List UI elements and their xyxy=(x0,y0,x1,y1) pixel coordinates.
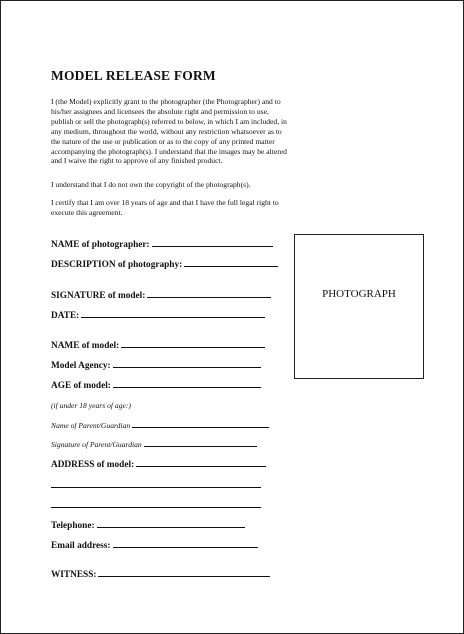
guardian-signature-label: Signature of Parent/Guardian xyxy=(51,440,142,449)
model-agency-field[interactable] xyxy=(51,359,261,372)
age-certification-paragraph: I certify that I am over 18 years of age and that I have the full legal right to execute this agreement. xyxy=(51,198,279,217)
date-line[interactable] xyxy=(81,309,265,318)
photographer-name-field[interactable] xyxy=(51,238,273,251)
model-name-line[interactable] xyxy=(121,339,265,348)
model-signature-label: SIGNATURE of model: xyxy=(51,291,146,301)
witness-label: WITNESS: xyxy=(51,570,97,580)
copyright-paragraph: I understand that I do not own the copyright of the photograph(s). xyxy=(51,180,251,189)
model-agency-line[interactable] xyxy=(113,359,261,368)
under-18-note: (if under 18 years of age:) xyxy=(51,401,131,410)
guardian-name-label: Name of Parent/Guardian xyxy=(51,421,131,430)
model-name-label: NAME of model: xyxy=(51,341,120,351)
date-label: DATE: xyxy=(51,311,80,321)
photography-description-field[interactable] xyxy=(51,258,278,271)
photograph-box xyxy=(294,234,424,379)
model-signature-field[interactable] xyxy=(51,289,271,302)
email-line[interactable] xyxy=(113,539,258,548)
model-address-label: ADDRESS of model: xyxy=(51,460,135,470)
model-agency-label: Model Agency: xyxy=(51,361,111,371)
email-field[interactable] xyxy=(51,539,258,552)
photography-description-label: DESCRIPTION of photography: xyxy=(51,260,183,270)
model-age-field[interactable] xyxy=(51,379,261,392)
email-label: Email address: xyxy=(51,541,111,551)
telephone-line[interactable] xyxy=(97,519,245,528)
model-age-label: AGE of model: xyxy=(51,381,111,391)
guardian-signature-field[interactable] xyxy=(51,438,257,450)
guardian-name-field[interactable] xyxy=(51,419,269,431)
photograph-label: PHOTOGRAPH xyxy=(322,288,396,300)
photographer-name-line[interactable] xyxy=(152,238,273,247)
witness-line[interactable] xyxy=(98,568,270,577)
model-address-line-1[interactable] xyxy=(136,458,266,467)
model-address-line-2[interactable] xyxy=(51,487,261,488)
model-address-field[interactable] xyxy=(51,458,266,471)
grant-paragraph: I (the Model) explicitly grant to the photographer (the Photographer) and to his/her assignees and licensees the absolute right and permission to use, publish or sell the photograph(s) referred to below, in which I am included, in any medium, throughout the world, without any restriction whatsoever as to the nature of the use or publication or as to the copy of any printed matter accompanying the photograph(s). I understand that the images may be altered and I waive the right to approve of any finished product. xyxy=(51,97,287,166)
guardian-signature-line[interactable] xyxy=(144,438,257,447)
guardian-name-line[interactable] xyxy=(132,419,269,428)
telephone-field[interactable] xyxy=(51,519,245,532)
date-field[interactable] xyxy=(51,309,265,322)
photographer-name-label: NAME of photographer: xyxy=(51,240,150,250)
model-address-line-3[interactable] xyxy=(51,507,261,508)
model-age-line[interactable] xyxy=(113,379,261,388)
model-signature-line[interactable] xyxy=(147,289,271,298)
witness-field[interactable] xyxy=(51,568,270,581)
photography-description-line[interactable] xyxy=(184,258,278,267)
form-title: MODEL RELEASE FORM xyxy=(51,68,216,83)
model-name-field[interactable] xyxy=(51,339,265,352)
telephone-label: Telephone: xyxy=(51,521,95,531)
